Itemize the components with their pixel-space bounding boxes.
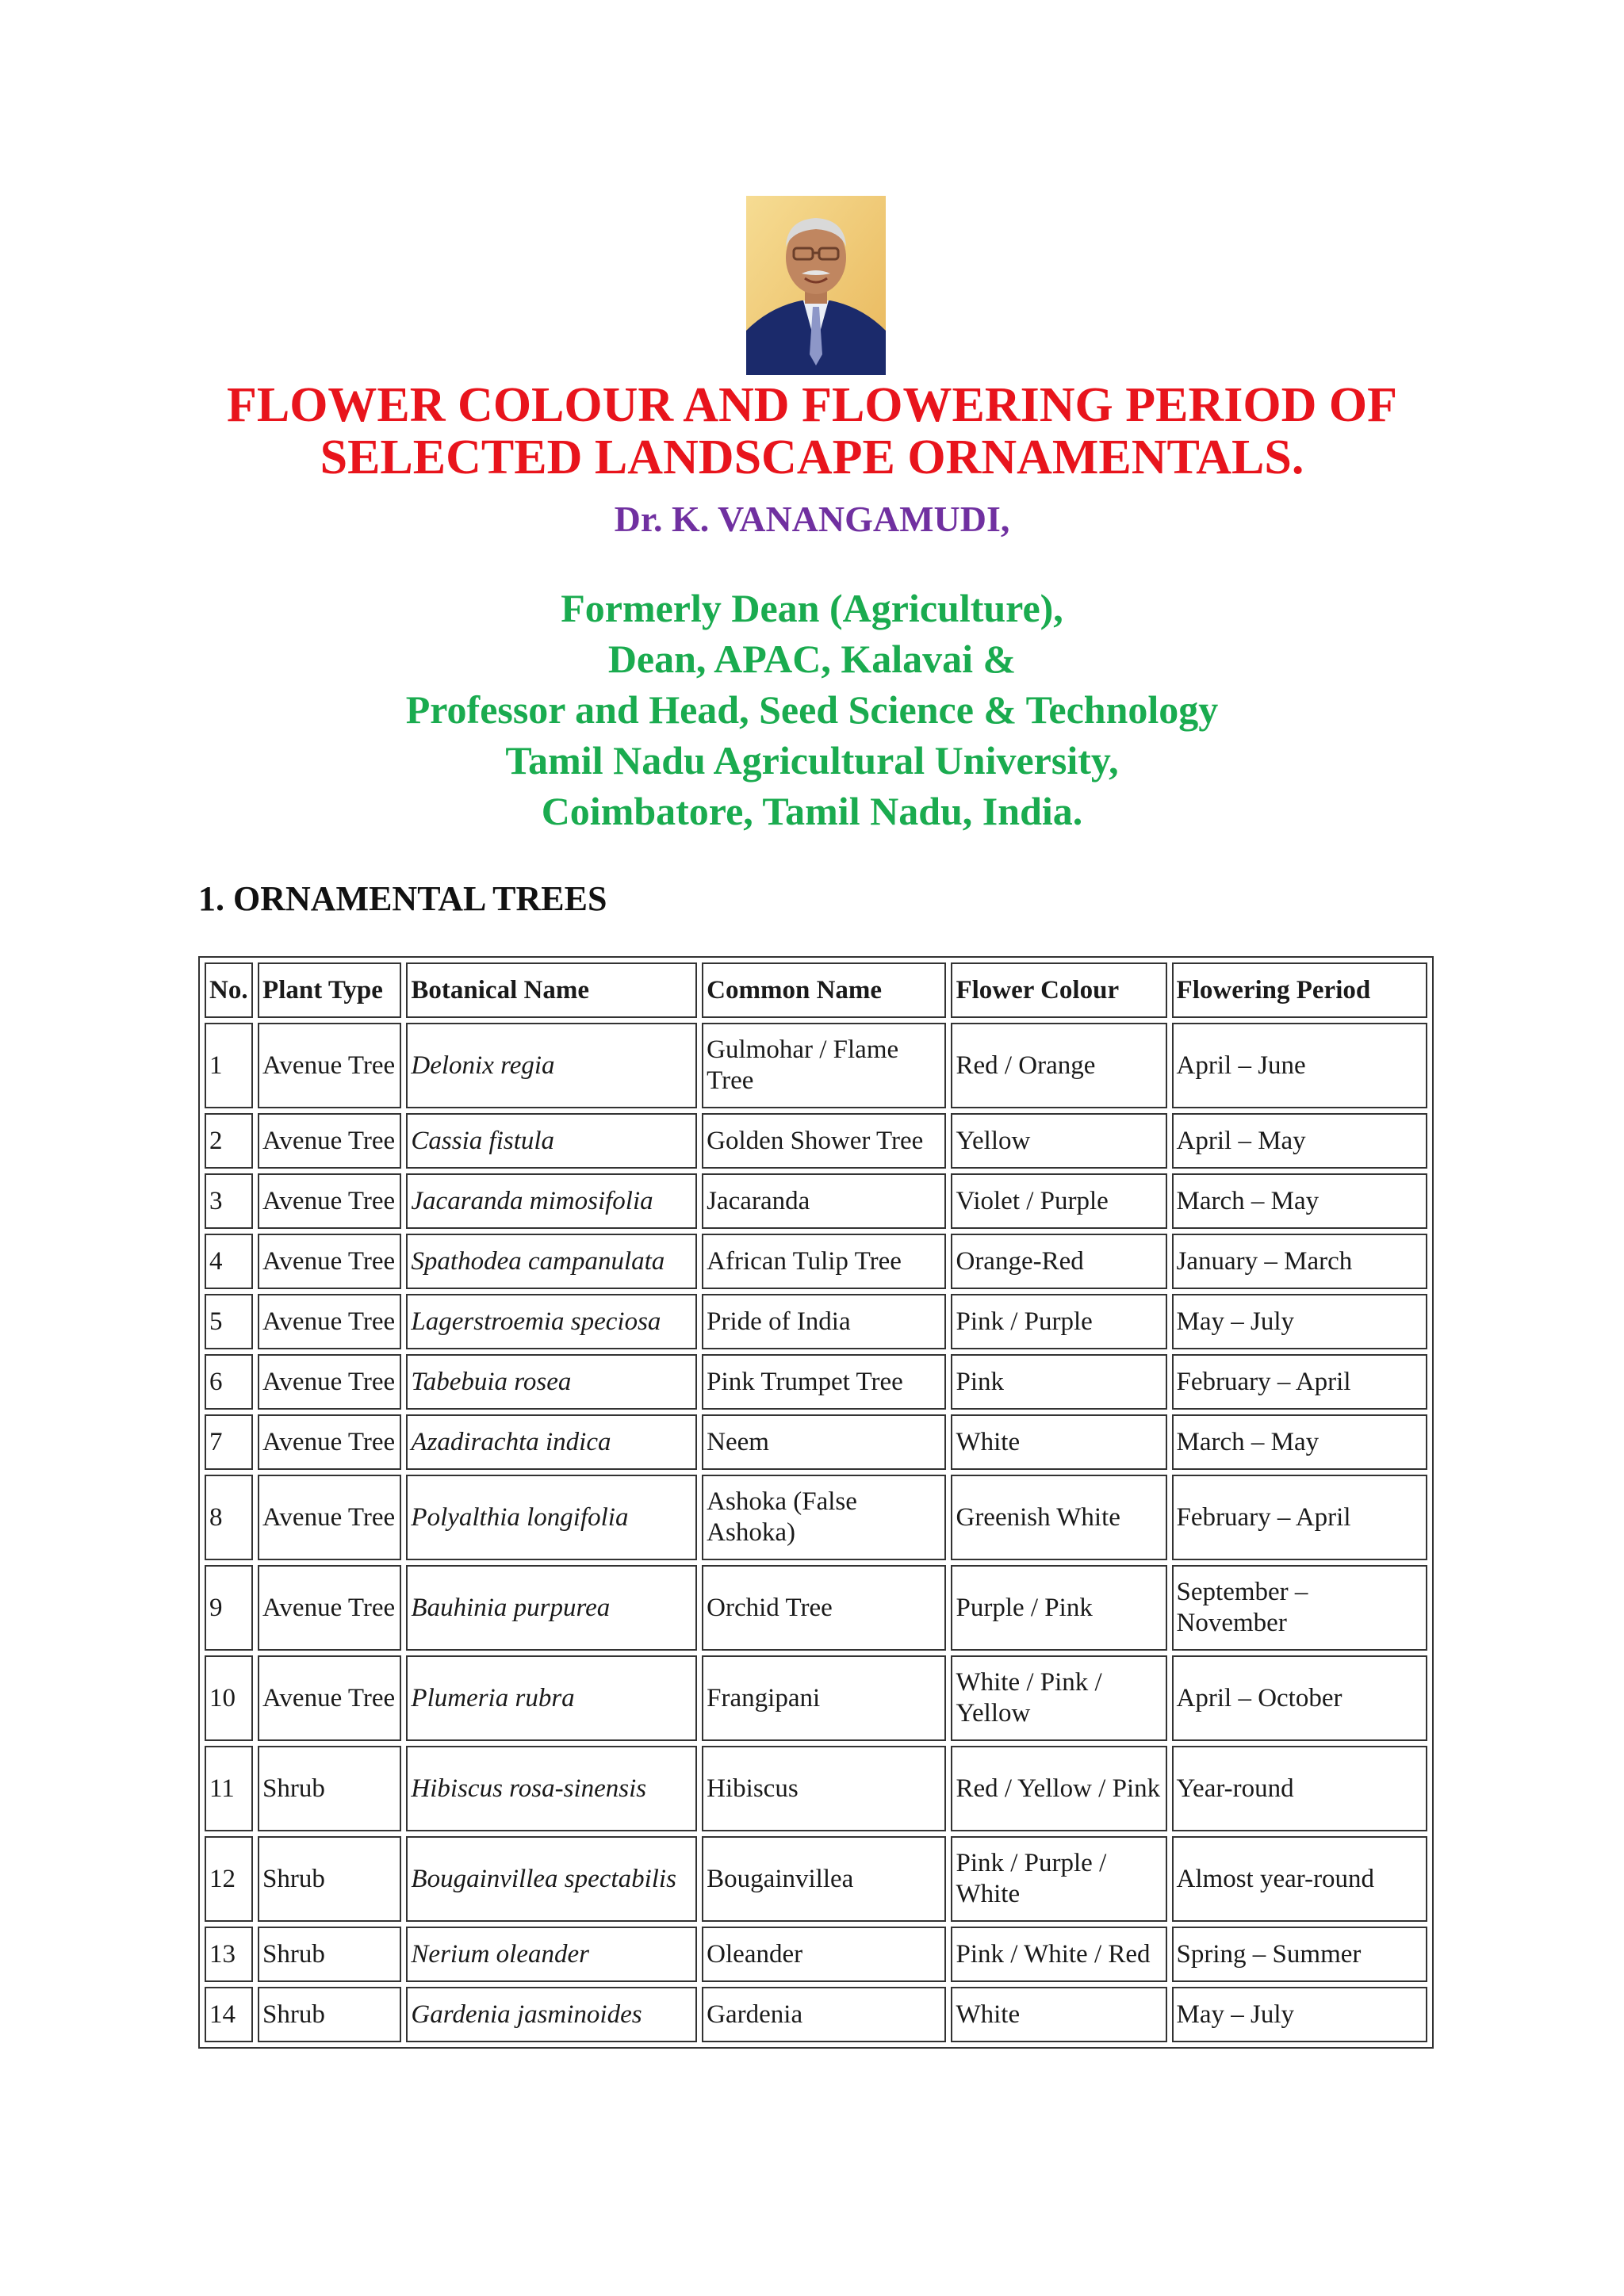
cell-flower-colour: White / Pink / Yellow (951, 1655, 1166, 1741)
cell-botanical-name: Bougainvillea spectabilis (406, 1836, 697, 1922)
table-row (205, 1655, 1427, 1741)
cell-botanical-name: Gardenia jasminoides (406, 1987, 697, 2042)
cell-botanical-name: Cassia fistula (406, 1113, 697, 1169)
cell-plant-type: Avenue Tree (258, 1294, 401, 1349)
cell-plant-type: Avenue Tree (258, 1023, 401, 1108)
cell-common-name: Bougainvillea (702, 1836, 946, 1922)
cell-no: 1 (205, 1023, 253, 1108)
author-photo (746, 196, 886, 375)
cell-plant-type: Avenue Tree (258, 1173, 401, 1229)
cell-flowering-period: September – November (1172, 1565, 1427, 1651)
cell-flowering-period: Spring – Summer (1172, 1927, 1427, 1982)
cell-no: 6 (205, 1354, 253, 1410)
cell-no: 2 (205, 1113, 253, 1169)
author-name: Dr. K. VANANGAMUDI, (614, 499, 1010, 539)
cell-common-name: Pink Trumpet Tree (702, 1354, 946, 1410)
cell-no: 11 (205, 1746, 253, 1831)
cell-flowering-period: April – May (1172, 1113, 1427, 1169)
cell-plant-type: Avenue Tree (258, 1475, 401, 1560)
column-header-common-name: Common Name (702, 962, 946, 1018)
cell-botanical-name: Tabebuia rosea (406, 1354, 697, 1410)
cell-botanical-name: Hibiscus rosa-sinensis (406, 1746, 697, 1831)
cell-botanical-name: Spathodea campanulata (406, 1234, 697, 1289)
cell-common-name: Jacaranda (702, 1173, 946, 1229)
cell-botanical-name: Jacaranda mimosifolia (406, 1173, 697, 1229)
cell-flowering-period: April – October (1172, 1655, 1427, 1741)
cell-botanical-name: Azadirachta indica (406, 1414, 697, 1470)
cell-flowering-period: May – July (1172, 1987, 1427, 2042)
column-header-flowering-period: Flowering Period (1172, 962, 1427, 1018)
cell-common-name: Pride of India (702, 1294, 946, 1349)
cell-flowering-period: Year-round (1172, 1746, 1427, 1831)
cell-no: 4 (205, 1234, 253, 1289)
affiliation-line-4: Tamil Nadu Agricultural University, (505, 738, 1119, 783)
cell-botanical-name: Plumeria rubra (406, 1655, 697, 1741)
cell-botanical-name: Bauhinia purpurea (406, 1565, 697, 1651)
cell-flowering-period: March – May (1172, 1414, 1427, 1470)
cell-flowering-period: January – March (1172, 1234, 1427, 1289)
cell-plant-type: Shrub (258, 1746, 401, 1831)
table-row (205, 1475, 1427, 1560)
affiliation-line-5: Coimbatore, Tamil Nadu, India. (541, 789, 1083, 833)
table-row (205, 1113, 1427, 1169)
cell-flowering-period: February – April (1172, 1475, 1427, 1560)
page-title-line-1: FLOWER COLOUR AND FLOWERING PERIOD OF (226, 378, 1398, 432)
cell-flowering-period: Almost year-round (1172, 1836, 1427, 1922)
cell-botanical-name: Nerium oleander (406, 1927, 697, 1982)
cell-flower-colour: Violet / Purple (951, 1173, 1166, 1229)
cell-flower-colour: Red / Orange (951, 1023, 1166, 1108)
cell-plant-type: Avenue Tree (258, 1234, 401, 1289)
table-row (205, 1354, 1427, 1410)
affiliation-line-1: Formerly Dean (Agriculture), (561, 586, 1063, 630)
column-header-botanical-name: Botanical Name (406, 962, 697, 1018)
table-body (205, 1023, 1427, 2042)
table-header-row (205, 962, 1427, 1018)
cell-botanical-name: Polyalthia longifolia (406, 1475, 697, 1560)
cell-common-name: Neem (702, 1414, 946, 1470)
cell-flower-colour: Pink / White / Red (951, 1927, 1166, 1982)
cell-common-name: Golden Shower Tree (702, 1113, 946, 1169)
table-row (205, 1987, 1427, 2042)
cell-common-name: Gulmohar / Flame Tree (702, 1023, 946, 1108)
cell-no: 13 (205, 1927, 253, 1982)
cell-flower-colour: Orange-Red (951, 1234, 1166, 1289)
cell-flower-colour: Greenish White (951, 1475, 1166, 1560)
cell-botanical-name: Delonix regia (406, 1023, 697, 1108)
table-row (205, 1746, 1427, 1831)
cell-flowering-period: May – July (1172, 1294, 1427, 1349)
cell-flower-colour: White (951, 1987, 1166, 2042)
table-row (205, 1294, 1427, 1349)
table-row (205, 1565, 1427, 1651)
table-row (205, 1234, 1427, 1289)
cell-flower-colour: Red / Yellow / Pink (951, 1746, 1166, 1831)
cell-no: 7 (205, 1414, 253, 1470)
cell-common-name: Orchid Tree (702, 1565, 946, 1651)
cell-no: 5 (205, 1294, 253, 1349)
affiliation-line-3: Professor and Head, Seed Science & Technology (405, 687, 1219, 732)
cell-flower-colour: Yellow (951, 1113, 1166, 1169)
cell-no: 8 (205, 1475, 253, 1560)
column-header-flower-colour: Flower Colour (951, 962, 1166, 1018)
cell-common-name: African Tulip Tree (702, 1234, 946, 1289)
table-row (205, 1836, 1427, 1922)
cell-flowering-period: March – May (1172, 1173, 1427, 1229)
affiliation-line-2: Dean, APAC, Kalavai & (607, 637, 1017, 681)
cell-plant-type: Avenue Tree (258, 1113, 401, 1169)
cell-no: 3 (205, 1173, 253, 1229)
cell-no: 14 (205, 1987, 253, 2042)
cell-plant-type: Avenue Tree (258, 1565, 401, 1651)
cell-plant-type: Shrub (258, 1987, 401, 2042)
cell-plant-type: Avenue Tree (258, 1354, 401, 1410)
cell-common-name: Ashoka (False Ashoka) (702, 1475, 946, 1560)
cell-plant-type: Avenue Tree (258, 1655, 401, 1741)
cell-no: 9 (205, 1565, 253, 1651)
cell-flower-colour: Pink / Purple (951, 1294, 1166, 1349)
section-heading: 1. ORNAMENTAL TREES (198, 879, 607, 918)
cell-common-name: Hibiscus (702, 1746, 946, 1831)
cell-common-name: Oleander (702, 1927, 946, 1982)
cell-plant-type: Shrub (258, 1927, 401, 1982)
table-row (205, 1414, 1427, 1470)
cell-plant-type: Shrub (258, 1836, 401, 1922)
cell-common-name: Gardenia (702, 1987, 946, 2042)
page-title-line-2: SELECTED LANDSCAPE ORNAMENTALS. (320, 430, 1304, 484)
cell-common-name: Frangipani (702, 1655, 946, 1741)
column-header-no: No. (205, 962, 253, 1018)
column-header-plant-type: Plant Type (258, 962, 401, 1018)
cell-no: 10 (205, 1655, 253, 1741)
cell-botanical-name: Lagerstroemia speciosa (406, 1294, 697, 1349)
table-row (205, 1173, 1427, 1229)
cell-flower-colour: Purple / Pink (951, 1565, 1166, 1651)
cell-flowering-period: February – April (1172, 1354, 1427, 1410)
cell-no: 12 (205, 1836, 253, 1922)
ornamentals-table (198, 956, 1434, 2049)
cell-flower-colour: Pink / Purple / White (951, 1836, 1166, 1922)
table-row (205, 1023, 1427, 1108)
cell-flowering-period: April – June (1172, 1023, 1427, 1108)
table-row (205, 1927, 1427, 1982)
cell-flower-colour: Pink (951, 1354, 1166, 1410)
cell-plant-type: Avenue Tree (258, 1414, 401, 1470)
cell-flower-colour: White (951, 1414, 1166, 1470)
